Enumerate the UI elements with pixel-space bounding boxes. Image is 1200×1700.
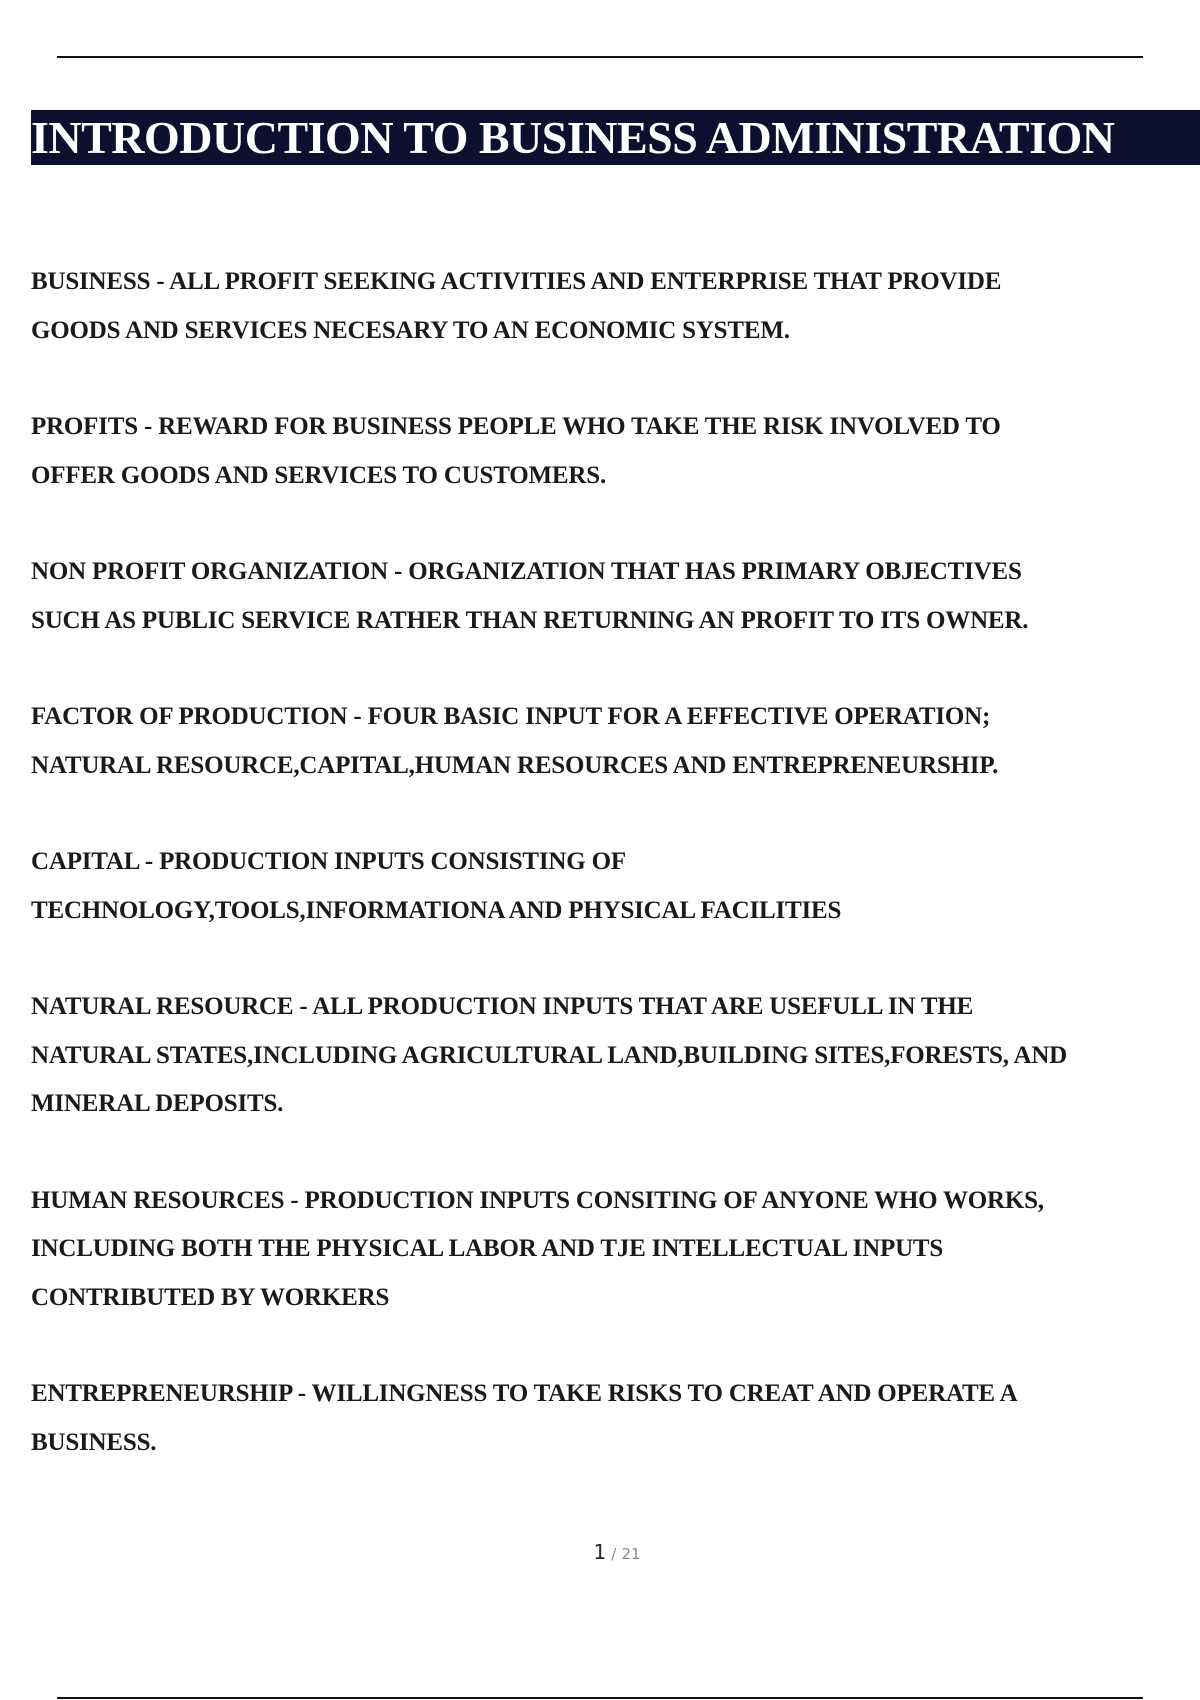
definition-line: GOODS AND SERVICES NECESARY TO AN ECONOMIC SYSTEM.: [31, 316, 790, 344]
definition-human-resources: [31, 1177, 1200, 1323]
definition-line: CAPITAL - PRODUCTION INPUTS CONSISTING OF: [31, 848, 626, 875]
definition-line: MINERAL DEPOSITS.: [31, 1090, 284, 1117]
definition-line: NATURAL RESOURCE,CAPITAL,HUMAN RESOURCES AND ENTREPRENEURSHIP.: [31, 751, 999, 779]
definition-line: OFFER GOODS AND SERVICES TO CUSTOMERS.: [31, 461, 606, 489]
definition-profits: [31, 403, 1200, 500]
page-total-count: 21: [621, 1545, 641, 1563]
definition-line: HUMAN RESOURCES - PRODUCTION INPUTS CONSITING OF ANYONE WHO WORKS,: [31, 1186, 1044, 1214]
definition-line: INCLUDING BOTH THE PHYSICAL LABOR AND TJE INTELLECTUAL INPUTS: [31, 1235, 944, 1262]
page-indicator: [0, 1540, 1200, 1564]
document-title: INTRODUCTION TO BUSINESS ADMINISTRATION: [31, 112, 1115, 163]
definition-non-profit-organization: [31, 548, 1200, 645]
definition-line: NON PROFIT ORGANIZATION - ORGANIZATION THAT HAS PRIMARY OBJECTIVES: [31, 558, 1022, 585]
definitions-list: [31, 258, 1200, 1515]
definition-line: TECHNOLOGY,TOOLS,INFORMATIONA AND PHYSICAL FACILITIES: [31, 896, 842, 924]
definition-line: CONTRIBUTED BY WORKERS: [31, 1283, 390, 1311]
definition-line: NATURAL STATES,INCLUDING AGRICULTURAL LAND,BUILDING SITES,FORESTS, AND: [31, 1041, 1068, 1069]
bottom-divider: [57, 1697, 1143, 1699]
definition-business: [31, 258, 1200, 355]
definition-entrepreneurship: [31, 1370, 1200, 1467]
definition-line: BUSINESS - ALL PROFIT SEEKING ACTIVITIES AND ENTERPRISE THAT PROVIDE: [31, 268, 1002, 295]
top-divider: [57, 56, 1143, 58]
definition-line: SUCH AS PUBLIC SERVICE RATHER THAN RETURNING AN PROFIT TO ITS OWNER.: [31, 606, 1029, 634]
page-separator: /: [611, 1545, 617, 1563]
definition-line: NATURAL RESOURCE - ALL PRODUCTION INPUTS THAT ARE USEFULL IN THE: [31, 993, 974, 1020]
definition-line: FACTOR OF PRODUCTION - FOUR BASIC INPUT FOR A EFFECTIVE OPERATION;: [31, 703, 991, 730]
definition-line: ENTREPRENEURSHIP - WILLINGNESS TO TAKE RISKS TO CREAT AND OPERATE A: [31, 1380, 1018, 1407]
definition-line: BUSINESS.: [31, 1428, 157, 1456]
definition-line: PROFITS - REWARD FOR BUSINESS PEOPLE WHO TAKE THE RISK INVOLVED TO: [31, 413, 1001, 440]
definition-factor-of-production: [31, 693, 1200, 790]
definition-capital: [31, 838, 1200, 935]
definition-natural-resource: [31, 983, 1200, 1129]
title-banner: [31, 110, 1200, 165]
page-current-number: 1: [593, 1540, 607, 1564]
